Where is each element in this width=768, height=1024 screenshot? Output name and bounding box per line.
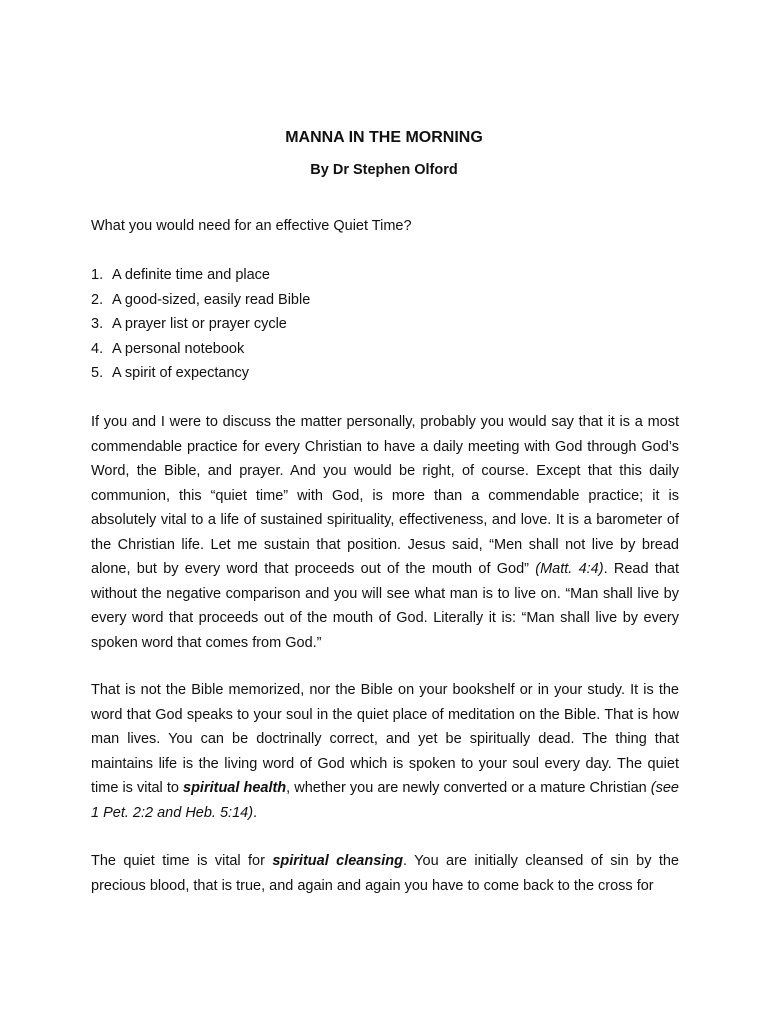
paragraph-text: If you and I were to discuss the matter personally, probably you would say that it is a most commendable practice for every Christian to have a daily meeting with God through God’s Word, the Bible, and prayer. And you would be right, of course. Except that this daily communion, this “quiet time” with God, is more than a commendable practice; it is absolutely vital to a life of sustained spirituality, effectiveness, and love. It is a barometer of the Christian life. Let me sustain that position. Jesus said, “Men shall not live by bread alone, but by every word that proceeds out of the mouth of God” [91, 414, 679, 577]
paragraph-3 [91, 849, 679, 898]
paragraph-text: That is not the Bible memorized, nor the Bible on your bookshelf or in your study. It is the word that God speaks to your soul in the quiet place of meditation on the Bible. That is how man lives. You can be doctrinally correct, and yet be spiritually dead. The thing that maintains life is the living word of God which is spoken to your soul every day. The quiet time is vital to [91, 682, 679, 796]
list-item [91, 265, 310, 290]
list-item [91, 363, 310, 388]
scripture-reference: (see 1 Pet. 2:2 and Heb. 5:14) [91, 780, 679, 821]
emphasis-text: spiritual cleansing [272, 853, 404, 869]
paragraph-text: . [253, 804, 258, 821]
list-item-number: 1. [91, 267, 104, 283]
list-item [91, 339, 310, 364]
intro-question: What you would need for an effective Quiet Time? [91, 218, 412, 234]
list-item-text: A good-sized, easily read Bible [112, 291, 311, 308]
paragraph-text: . You are initially cleansed of sin by the precious blood, that is true, and again and again you have to come back to the cross for [91, 853, 679, 894]
list-item-text: A spirit of expectancy [112, 365, 250, 381]
list-item-number: 2. [91, 291, 104, 308]
list-item-text: A personal notebook [112, 340, 245, 357]
list-item-number: 4. [91, 340, 104, 357]
list-item-number: 3. [91, 316, 104, 332]
paragraph-text: . Read that without the negative comparison and you will see what man is to live on. “Man shall live by every word that proceeds out of the mouth of God. Literally it is: “Man shall live by every spoken word that comes from God.” [91, 561, 680, 651]
paragraph-1 [91, 410, 679, 655]
paragraph-2 [91, 678, 679, 825]
requirements-list [91, 265, 310, 388]
list-item-text: A definite time and place [112, 267, 270, 283]
document-title: MANNA IN THE MORNING [285, 129, 483, 146]
paragraph-text: , whether you are newly converted or a mature Christian [286, 780, 647, 796]
list-item-number: 5. [91, 365, 104, 381]
emphasis-text: spiritual health [183, 780, 287, 796]
scripture-reference: (Matt. 4:4) [535, 561, 604, 577]
list-item [91, 290, 310, 315]
paragraph-text: The quiet time is vital for [91, 853, 265, 869]
document-author: By Dr Stephen Olford [310, 162, 458, 178]
list-item [91, 314, 310, 339]
list-item-text: A prayer list or prayer cycle [112, 316, 287, 332]
